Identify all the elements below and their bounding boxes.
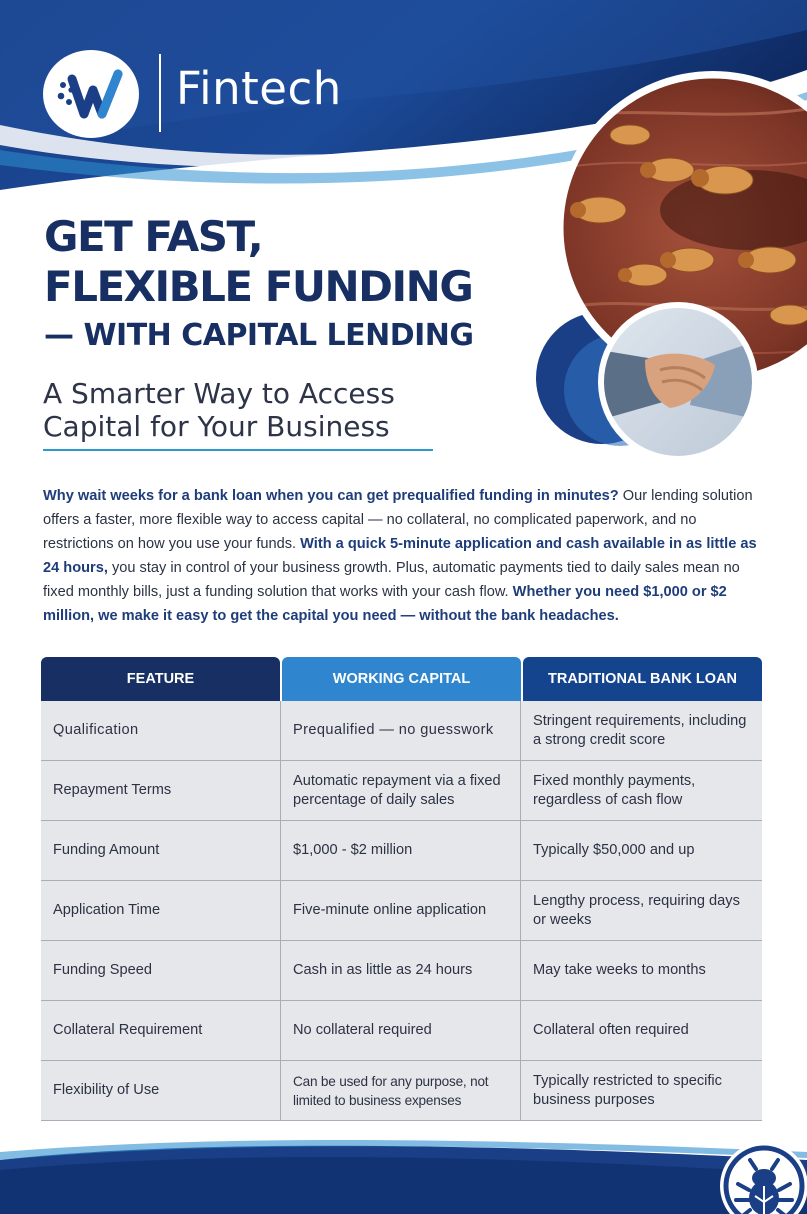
subtitle-line-1: A Smarter Way to Access — [43, 377, 395, 410]
table-row — [41, 1061, 762, 1121]
intro-bold-1: Why wait weeks for a bank loan when you can get prequalified funding in minutes? — [43, 488, 619, 504]
subtitle-line-2: Capital for Your Business — [43, 410, 390, 443]
bug-icon — [720, 1142, 807, 1214]
row-feature: Funding Speed — [41, 941, 281, 1000]
table-row — [41, 881, 762, 941]
fintech-logo[interactable] — [43, 50, 139, 138]
row-bank-loan: Lengthy process, requiring days or weeks — [533, 892, 740, 928]
row-feature: Repayment Terms — [41, 761, 281, 820]
brand-name: Fintech — [176, 62, 342, 115]
table-row — [41, 1001, 762, 1061]
row-feature: Application Time — [41, 881, 281, 940]
headline-line-3: — WITH CAPITAL LENDING — [44, 318, 474, 353]
row-bank-loan: Collateral often required — [533, 1022, 689, 1038]
row-working-capital: Five-minute online application — [281, 881, 521, 940]
row-working-capital: Can be used for any purpose, not limited to business expenses — [281, 1061, 521, 1120]
row-working-capital: Prequalified — no guesswork — [281, 701, 521, 760]
subtitle-underline — [43, 449, 433, 451]
intro-paragraph — [43, 484, 761, 628]
footer-wave-background — [0, 1130, 807, 1214]
logo-divider — [159, 54, 161, 132]
row-bank-loan: Stringent requirements, including a strong credit score — [533, 712, 747, 748]
table-row — [41, 821, 762, 881]
intro-bold-2: With a quick 5-minute application and cash available in as little as 24 hours, — [43, 536, 757, 576]
table-header-row — [41, 657, 762, 701]
table-row — [41, 701, 762, 761]
intro-bold-3: Whether you need $1,000 or $2 million, we make it easy to get the capital you need — without the bank headaches. — [43, 584, 727, 624]
w-swoosh-logo-icon — [54, 66, 128, 122]
intro-text-1: Our lending solution offers a faster, more flexible way to access capital — no collateral, no complicated paperwork, and no restrictions on how you use your funds. — [43, 488, 753, 552]
row-bank-loan: May take weeks to months — [533, 962, 706, 978]
row-bank-loan: Fixed monthly payments, regardless of cash flow — [533, 772, 696, 808]
row-feature: Funding Amount — [41, 821, 281, 880]
headline-line-1: GET FAST, — [44, 212, 263, 261]
row-working-capital: Cash in as little as 24 hours — [281, 941, 521, 1000]
header-feature: FEATURE — [41, 657, 280, 701]
hero-headline — [44, 212, 474, 356]
row-feature: Flexibility of Use — [41, 1061, 281, 1120]
comparison-table — [41, 657, 762, 1121]
hero-photo-group — [520, 60, 807, 460]
row-bank-loan: Typically restricted to specific business purposes — [533, 1072, 722, 1108]
hero-subtitle — [43, 377, 395, 443]
row-feature: Collateral Requirement — [41, 1001, 281, 1060]
intro-text-2: you stay in control of your business growth. Plus, automatic payments tied to daily sales mean no fixed monthly bills, just a funding solution that works with your cash flow. — [43, 560, 740, 600]
headline-line-2: FLEXIBLE FUNDING — [44, 262, 473, 311]
row-bank-loan: Typically $50,000 and up — [533, 842, 695, 858]
row-working-capital: No collateral required — [281, 1001, 521, 1060]
bug-badge[interactable] — [720, 1142, 807, 1214]
row-working-capital: Automatic repayment via a fixed percentage of daily sales — [281, 761, 521, 820]
table-row — [41, 941, 762, 1001]
row-feature: Qualification — [41, 701, 281, 760]
header-working-capital: WORKING CAPITAL — [282, 657, 521, 701]
header-traditional-bank-loan: TRADITIONAL BANK LOAN — [523, 657, 762, 701]
table-row — [41, 761, 762, 821]
row-working-capital: $1,000 - $2 million — [281, 821, 521, 880]
